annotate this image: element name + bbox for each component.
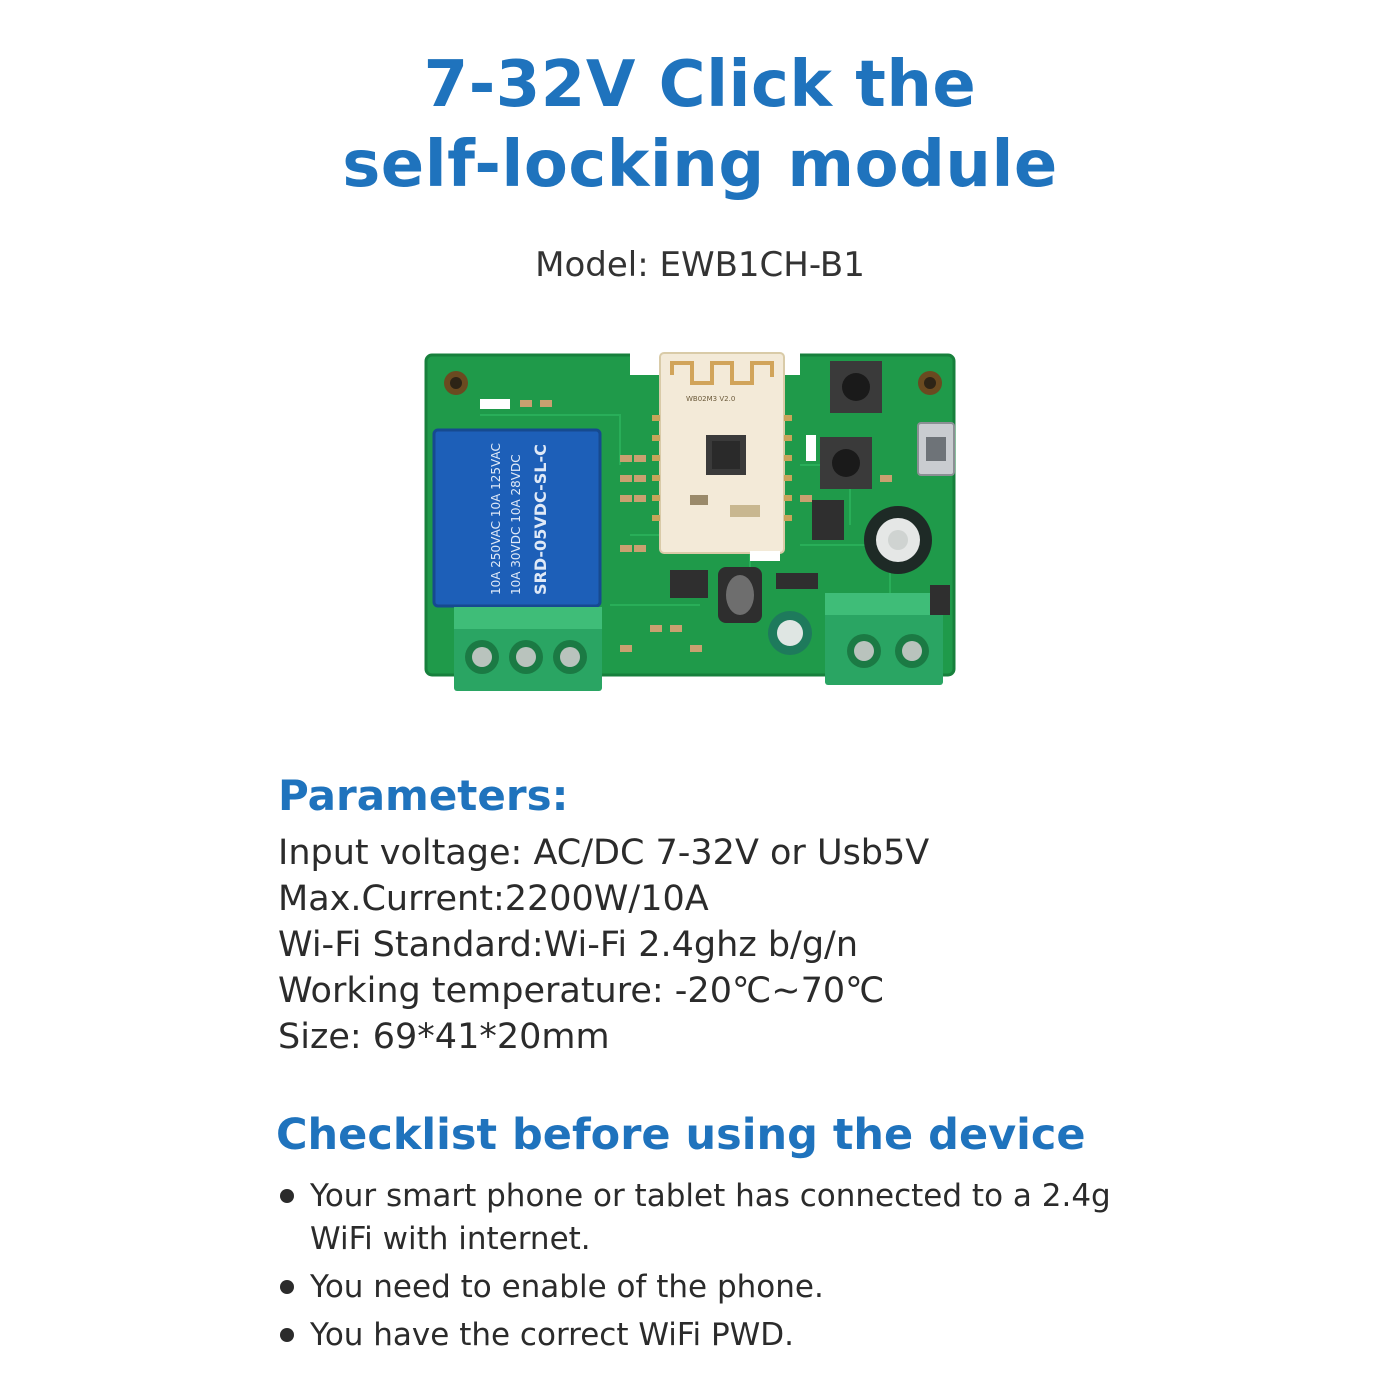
title-line-1: 7-32V Click the: [423, 48, 977, 122]
parameter-wifi-standard: Wi-Fi Standard:Wi-Fi 2.4ghz b/g/n: [278, 925, 859, 965]
checklist-list: [278, 1175, 1158, 1362]
svg-text:10A 30VDC 10A 28VDC: 10A 30VDC 10A 28VDC: [509, 454, 523, 595]
checklist-item-text: You need to enable of the phone.: [310, 1269, 824, 1305]
checklist-item: [278, 1266, 1158, 1309]
page-title: [0, 45, 1400, 205]
title-line-2: self-locking module: [342, 128, 1058, 202]
checklist-item: [278, 1175, 1158, 1261]
parameters-heading: Parameters:: [278, 771, 569, 820]
bullet-icon: [280, 1280, 294, 1294]
parameter-size: Size: 69*41*20mm: [278, 1017, 610, 1057]
bullet-icon: [280, 1189, 294, 1203]
bullet-icon: [280, 1328, 294, 1342]
checklist-item-text: You have the correct WiFi PWD.: [310, 1317, 795, 1353]
relay-module-pcb-image: [420, 345, 960, 695]
svg-text:10A 250VAC 10A 125VAC: 10A 250VAC 10A 125VAC: [489, 443, 503, 595]
svg-text:SRD-05VDC-SL-C: SRD-05VDC-SL-C: [531, 444, 550, 595]
module-label: WB02M3 V2.0: [686, 395, 736, 403]
model-number: Model: EWB1CH-B1: [535, 245, 865, 285]
parameter-input-voltage: Input voltage: AC/DC 7-32V or Usb5V: [278, 833, 930, 873]
checklist-item: [278, 1314, 1158, 1357]
parameters-list: [278, 830, 929, 1060]
parameter-max-current: Max.Current:2200W/10A: [278, 879, 709, 919]
parameter-working-temperature: Working temperature: -20℃~70℃: [278, 971, 885, 1011]
checklist-item-text: Your smart phone or tablet has connected to a 2.4g WiFi with internet.: [310, 1178, 1111, 1257]
checklist-heading: Checklist before using the device: [276, 1110, 1086, 1160]
